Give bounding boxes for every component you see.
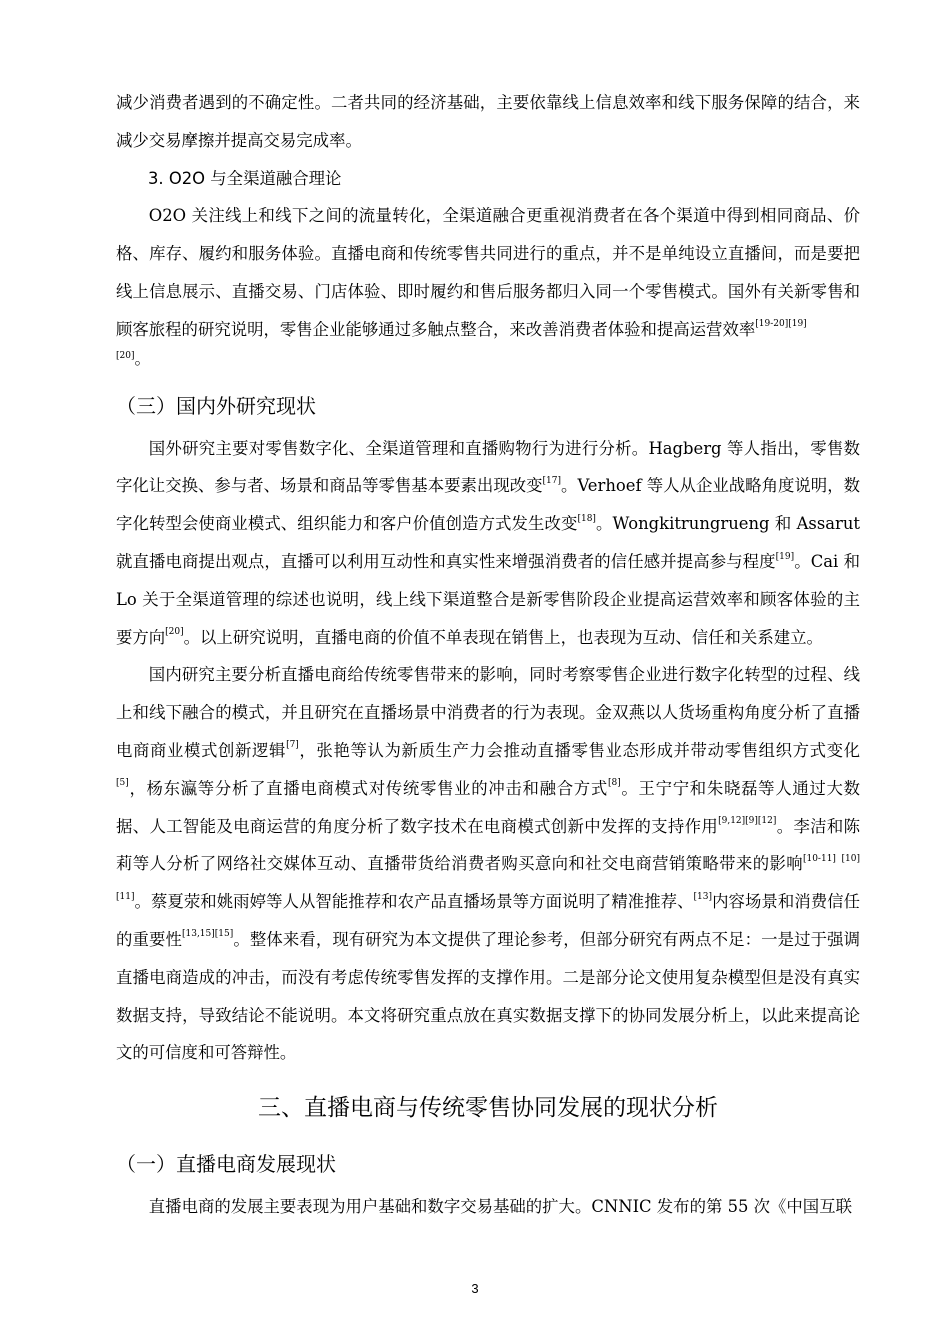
paragraph-domestic-research: 国内研究主要分析直播电商给传统零售带来的影响，同时考察零售企业进行数字化转型的过程、线上和线下融合的模式，并且研究在直播场景中消费者的行为表现。金双燕以人货场重构角度分析了直播电商商业模式创新逻辑[7]，张艳等认为新质生产力会推动直播零售业态形成并带动零售组织方式变化[5]，杨东瀛等分析了直播电商模式对传统零售业的冲击和融合方式[8]。王宁宁和朱晓磊等人通过大数据、人工智能及电商运营的角度分析了数字技术在电商模式创新中发挥的支持作用[9,12][9][12]。李洁和陈莉等人分析了网络社交媒体互动、直播带货给消费者购买意向和社交电商营销策略带来的影响[10-11] [10][11]。蔡夏荥和姚雨婷等人从智能推荐和农产品直播场景等方面说明了精准推荐、[13]内容场景和消费信任的重要性[13,15][15]。整体来看，现有研究为本文提供了理论参考，但部分研究有两点不足：一是过于强调直播电商造成的冲击，而没有考虑传统零售发挥的支撑作用。二是部分论文使用复杂模型但是没有真实数据支持，导致结论不能说明。本文将研究重点放在真实数据支撑下的协同发展分析上，以此来提高论文的可信度和可答辩性。: [116, 665, 861, 1063]
citation: [19-20][19]: [755, 319, 807, 330]
paragraph-o2o-continued: [20]。: [116, 348, 151, 368]
paragraph-live-commerce: 直播电商的发展主要表现为用户基础和数字交易基础的扩大。CNNIC 发布的第 55 次《中国互联: [148, 1197, 852, 1217]
citation: [9,12][9][12]: [718, 816, 777, 827]
citation: [7]: [286, 740, 299, 751]
section-heading-live-commerce-status: （一）直播电商发展现状: [116, 1152, 336, 1177]
citation: [5]: [116, 778, 129, 789]
document-page: [116, 84, 860, 1226]
paragraph-intro: 减少消费者遇到的不确定性。二者共同的经济基础，主要依靠线上信息效率和线下服务保障的结合，来减少交易摩擦并提高交易完成率。: [116, 93, 860, 150]
citation: [18]: [577, 513, 596, 524]
chapter-heading-3: 三、直播电商与传统零售协同发展的现状分析: [258, 1095, 718, 1122]
section-heading-research-status: （三）国内外研究现状: [116, 393, 316, 418]
citation: [10-11]: [802, 853, 836, 864]
citation: [19]: [775, 551, 795, 562]
citation: [20]: [116, 350, 135, 361]
citation: [10][11]: [116, 853, 860, 902]
citation: [13,15][15]: [181, 929, 234, 940]
page-number: 3: [471, 1281, 479, 1296]
paragraph-o2o: O2O 关注线上和线下之间的流量转化，全渠道融合更重视消费者在各个渠道中得到相同商品、价格、库存、履约和服务体验。直播电商和传统零售共同进行的重点，并不是单纯设立直播间，而是要把线上信息展示、直播交易、门店体验、即时履约和售后服务都归入同一个零售模式。国外有关新零售和顾客旅程的研究说明，零售企业能够通过多触点整合，来改善消费者体验和提高运营效率[19-20][19]: [116, 206, 860, 339]
paragraph-foreign-research: 国外研究主要对零售数字化、全渠道管理和直播购物行为进行分析。Hagberg 等人指出，零售数字化让交换、参与者、场景和商品等零售基本要素出现改变[17]。Verhoef 等人从企业战略角度说明，数字化转型会使商业模式、组织能力和客户价值创造方式发生改变[18]。Wongkitrungrueng 和 Assarut 就直播电商提出观点，直播可以利用互动性和真实性来增强消费者的信任感并提高参与程度[19]。Cai 和 Lo 关于全渠道管理的综述也说明，线上线下渠道整合是新零售阶段企业提高运营效率和顾客体验的主要方向[20]。以上研究说明，直播电商的价值不单表现在销售上，也表现为互动、信任和关系建立。: [116, 438, 861, 647]
citation: [8]: [607, 778, 621, 789]
citation: [17]: [542, 475, 562, 486]
subheading-o2o-theory: 3. O2O 与全渠道融合理论: [148, 168, 342, 188]
citation: [13]: [693, 891, 713, 902]
citation: [20]: [165, 627, 184, 638]
